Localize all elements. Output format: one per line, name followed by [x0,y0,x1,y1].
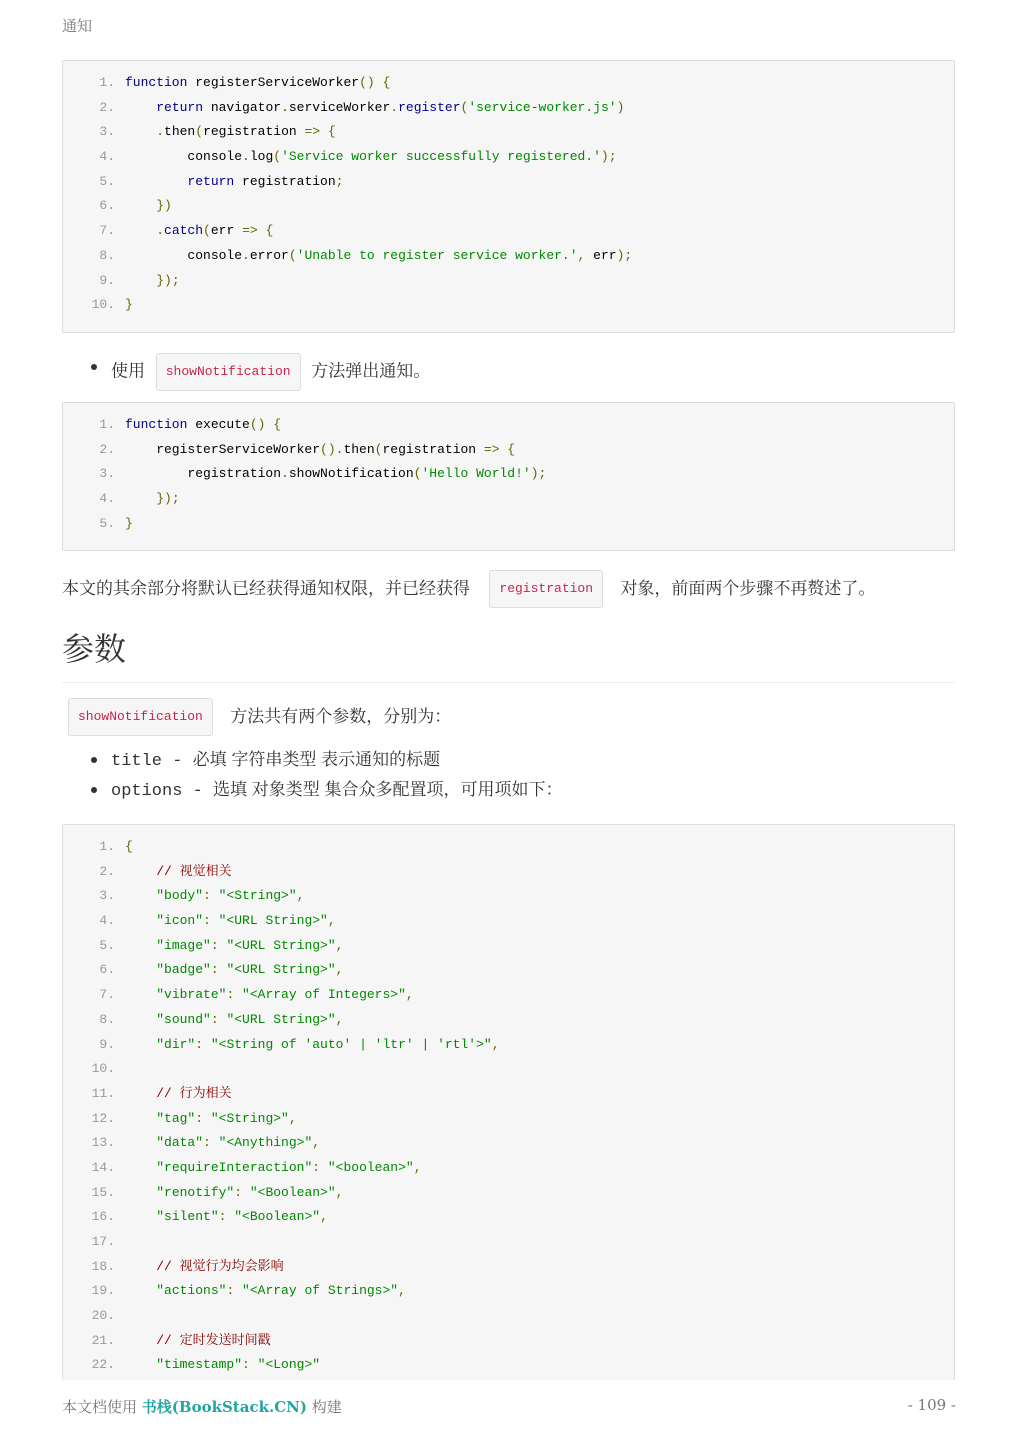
code-token [125,987,156,1002]
code-token: : [203,888,219,904]
line-number: 18. [91,1258,115,1274]
code-token: "requireInteraction" [156,1159,313,1175]
code-token: function [125,417,188,432]
code-token: , [577,247,586,263]
line-number: 5. [99,173,115,189]
code-token: "<Long>" [257,1357,321,1373]
param-description: 必填 字符串类型 表示通知的标题 [192,750,441,769]
line-number: 9. [99,272,115,288]
code-token: 'Hello World!' [421,466,531,482]
code-token [125,124,156,139]
code-token: : [312,1159,328,1175]
code-text [125,884,304,909]
code-token: , [288,1110,297,1126]
line-number: 6. [99,962,115,978]
code-token [125,938,156,953]
code-line [63,835,954,860]
code-line [63,1033,954,1058]
code-token [125,962,156,977]
code-token: , [296,888,305,904]
code-token: return [187,173,235,189]
code-token: "<Anything>" [218,1135,313,1151]
code-token: => { [242,223,274,239]
code-line [63,1131,954,1156]
code-token: "<String of 'auto' | 'ltr' | 'rtl'>" [210,1036,492,1052]
code-text [125,293,133,318]
code-token: "<String>" [218,888,297,904]
code-token [125,864,156,879]
line-number: 8. [99,247,115,263]
code-token: . [390,99,399,115]
code-line [63,860,954,885]
code-token: console [125,247,243,263]
code-token: : [203,1135,219,1151]
code-token: , [335,962,344,978]
line-number: 13. [91,1135,115,1151]
code-token: // 行为相关 [156,1085,232,1101]
page-number: - 109 - [907,1396,956,1414]
code-token: : [210,937,227,953]
code-block-execute [62,402,955,551]
code-line [63,1008,954,1033]
code-token: serviceWorker [288,99,391,115]
code-line [63,96,954,121]
code-token: "<Array of Strings>" [242,1283,399,1299]
code-text [125,958,343,983]
param-name: options [111,782,183,801]
code-text [125,983,414,1008]
code-token: function [125,75,188,90]
code-line [63,120,954,145]
code-text [125,219,273,244]
code-token: 'Service worker successfully registered.' [281,149,601,165]
code-token: : [234,1184,250,1200]
code-line [63,1304,954,1329]
code-token: : [218,1209,235,1225]
code-text [125,1131,320,1156]
code-token [125,100,156,115]
code-line [63,438,954,463]
code-token: registerServiceWorker [187,75,360,90]
param-description: 选填 对象类型 集合众多配置项，可用项如下： [213,780,563,799]
code-token: "badge" [156,962,211,978]
list-item-title [88,746,562,776]
code-token: : [203,913,219,929]
line-number: 2. [99,441,115,457]
code-token [125,1160,156,1175]
param-name: title [111,752,163,771]
code-token: ); [530,466,547,482]
line-number: 14. [91,1159,115,1175]
code-token: , [327,913,336,929]
code-line [63,413,954,438]
paragraph-params-intro [68,698,451,736]
code-token: error [249,247,289,263]
code-token: then [343,441,375,457]
code-token [125,174,187,189]
code-token: (). [320,441,344,457]
line-number: 11. [91,1085,115,1101]
line-number: 4. [99,491,115,507]
code-token: "tag" [156,1110,196,1126]
paragraph-text-suffix: 对象，前面两个步骤不再赘述了。 [620,579,876,599]
code-token: return [156,99,204,115]
code-token: "<Boolean>" [249,1184,336,1200]
footer-brand-link[interactable]: 书栈(BookStack.CN) [141,1398,307,1416]
code-line [63,1107,954,1132]
code-text [125,934,343,959]
code-text [125,1279,406,1304]
line-number: 12. [91,1110,115,1126]
code-text [125,1008,343,1033]
param-list [88,746,562,806]
code-token: } [125,297,133,313]
code-token: "body" [156,888,204,904]
section-heading: 参数 [62,624,955,683]
code-text [125,860,232,885]
code-token: () { [249,417,282,432]
code-token: , [413,1159,422,1175]
inline-code-show-notification: showNotification [68,698,213,736]
line-number: 4. [99,149,115,165]
code-token: ( [374,441,383,457]
code-token: => { [483,441,516,457]
code-token: register [398,99,461,115]
code-token [125,1185,156,1200]
code-token: ( [273,149,282,165]
code-token: . [281,99,289,115]
code-line [63,194,954,219]
code-line [63,145,954,170]
line-number: 20. [91,1308,115,1324]
code-line [63,244,954,269]
code-text [125,1329,271,1354]
code-token: ) [616,99,625,115]
footer-prefix: 本文档使用 [62,1398,138,1416]
code-token: , [312,1135,321,1151]
code-line [63,1082,954,1107]
code-token: : [226,987,243,1003]
code-token: }); [156,491,180,507]
code-token: . [242,247,250,263]
line-number: 7. [99,223,115,239]
code-text [125,512,133,537]
code-token: ; [335,173,344,189]
code-token: "dir" [156,1036,196,1052]
code-token: "<Boolean>" [234,1209,321,1225]
code-text [125,96,624,121]
code-text [125,194,172,219]
code-token: ); [600,149,617,165]
code-token: "<URL String>" [226,962,336,978]
code-token: ( [288,247,297,263]
code-token: }); [156,272,180,288]
code-token: // 视觉行为均会影响 [156,1258,284,1274]
code-text [125,1107,297,1132]
code-token: => { [304,124,336,140]
code-token: : [195,1036,211,1052]
code-token: showNotification [288,466,414,482]
code-token: , [320,1209,328,1225]
code-token: . [242,149,250,165]
code-token: , [491,1036,500,1052]
code-token: 'Unable to register service worker.' [296,247,578,263]
code-token: . [156,223,165,239]
code-text [125,1033,500,1058]
code-text [125,909,336,934]
code-text [125,1156,422,1181]
code-token: execute [187,417,250,432]
code-line [63,219,954,244]
footer-credit [62,1396,342,1417]
code-text [125,438,515,463]
code-token: "renotify" [156,1184,235,1200]
code-text [125,487,180,512]
code-token: "image" [156,937,211,953]
line-number: 5. [99,515,115,531]
code-token [125,223,156,238]
code-token [125,1333,156,1348]
line-number: 7. [99,987,115,1003]
param-separator: - [182,782,214,801]
code-line [63,934,954,959]
code-token: registration [125,466,282,482]
page-header-title: 通知 [62,17,93,35]
code-line [63,1230,954,1255]
code-token [125,491,156,506]
code-line [63,269,954,294]
code-token: err [585,247,617,263]
code-token: navigator [203,99,282,115]
code-token: registerServiceWorker [125,441,321,457]
code-token [125,1283,156,1298]
list-item [88,353,430,391]
code-token [125,913,156,928]
code-line [63,1057,954,1082]
code-token: catch [164,223,204,239]
code-token [125,1259,156,1274]
line-number: 2. [99,99,115,115]
code-line [63,170,954,195]
code-line [63,983,954,1008]
code-token: { [125,839,133,854]
code-text [125,244,632,269]
code-line [63,293,954,318]
code-token [125,1111,156,1126]
line-number: 6. [99,198,115,214]
code-token: }) [156,198,172,214]
code-text [125,1205,328,1230]
code-token: 'service-worker.js' [468,99,617,115]
code-token: : [195,1110,211,1126]
code-token [125,1012,156,1027]
code-token: () { [359,75,391,90]
code-token: : [210,1011,227,1027]
line-number: 1. [99,75,115,90]
line-number: 15. [91,1184,115,1200]
code-token: . [156,124,165,140]
code-token [125,888,156,903]
code-line [63,909,954,934]
code-token: "actions" [156,1283,227,1299]
code-token: // 定时发送时间戳 [156,1332,271,1348]
code-token: , [335,1011,344,1027]
code-text [125,170,343,195]
code-token: : [226,1283,243,1299]
line-number: 3. [99,466,115,482]
code-token: "silent" [156,1209,219,1225]
code-text [125,71,390,96]
code-token [125,1086,156,1101]
code-text [125,462,546,487]
code-token: registration [234,173,336,189]
line-number: 22. [91,1357,115,1373]
code-text [125,1255,284,1280]
line-number: 3. [99,888,115,904]
code-line [63,462,954,487]
line-number: 1. [99,839,115,854]
code-text [125,145,617,170]
param-separator: - [162,752,193,771]
line-number: 8. [99,1011,115,1027]
code-token: console [125,149,243,165]
code-token: // 视觉相关 [156,863,232,879]
code-token: "data" [156,1135,204,1151]
code-token: , [405,987,414,1003]
line-number: 1. [99,417,115,432]
code-token [125,273,156,288]
code-line [63,1205,954,1230]
code-token: log [249,149,274,165]
code-token [125,1209,156,1224]
code-line [63,1255,954,1280]
code-token: , [335,1184,344,1200]
line-number: 16. [91,1209,115,1225]
inline-code-registration: registration [489,570,603,608]
code-block-register [62,60,955,333]
code-line [63,1156,954,1181]
code-token: . [281,466,289,482]
code-token: "<boolean>" [327,1159,414,1175]
line-number: 3. [99,124,115,140]
list-item-options [88,776,562,806]
code-text [125,1082,232,1107]
code-token: "timestamp" [156,1357,243,1373]
code-token: "icon" [156,913,204,929]
code-token: } [125,515,133,531]
code-text [125,1353,320,1378]
code-token: "sound" [156,1011,211,1027]
code-line [63,1181,954,1206]
code-token: "<URL String>" [218,913,328,929]
code-token: "vibrate" [156,987,227,1003]
code-token: ( [195,124,204,140]
code-token: ( [460,99,469,115]
code-text [125,120,336,145]
code-token: ( [203,223,211,239]
code-token [125,1037,156,1052]
line-number: 10. [91,1061,115,1077]
code-token: "<Array of Integers>" [242,987,406,1003]
code-token: then [164,124,196,140]
footer-suffix: 构建 [311,1398,342,1416]
code-token: , [335,937,344,953]
bullet-text-prefix: 使用 [111,361,145,381]
code-token: , [398,1283,406,1299]
line-number: 17. [91,1234,115,1249]
code-line [63,958,954,983]
line-number: 2. [99,863,115,879]
code-text [125,269,180,294]
line-number: 21. [91,1332,115,1348]
code-line [63,487,954,512]
line-number: 4. [99,913,115,929]
code-token: "<URL String>" [226,937,336,953]
code-token [125,1357,156,1372]
code-token: ); [616,247,633,263]
code-token [125,198,156,213]
line-number: 19. [91,1283,115,1299]
code-line [63,1353,954,1378]
code-block-options [62,824,955,1380]
code-text [125,1181,343,1206]
line-number: 5. [99,937,115,953]
code-token: "<String>" [210,1110,289,1126]
bullet-list-show-notification [88,353,430,391]
code-line [63,71,954,96]
code-token: registration [203,124,305,140]
bullet-text-suffix: 方法弹出通知。 [311,361,431,381]
code-token: : [242,1357,258,1373]
paragraph-text-suffix: 方法共有两个参数，分别为： [230,707,452,727]
code-text [125,413,281,438]
code-line [63,1329,954,1354]
code-token: err [210,223,243,239]
code-line [63,884,954,909]
paragraph-registration [62,570,875,608]
code-token: registration [382,441,484,457]
code-token: "<URL String>" [226,1011,336,1027]
code-token: ( [413,466,422,482]
code-token [125,1135,156,1150]
code-line [63,1279,954,1304]
code-token: : [210,962,227,978]
code-text [125,835,133,860]
line-number: 10. [91,297,115,313]
inline-code-show-notification: showNotification [156,353,301,391]
code-line [63,512,954,537]
paragraph-text-prefix: 本文的其余部分将默认已经获得通知权限，并已经获得 [62,579,470,599]
line-number: 9. [99,1036,115,1052]
